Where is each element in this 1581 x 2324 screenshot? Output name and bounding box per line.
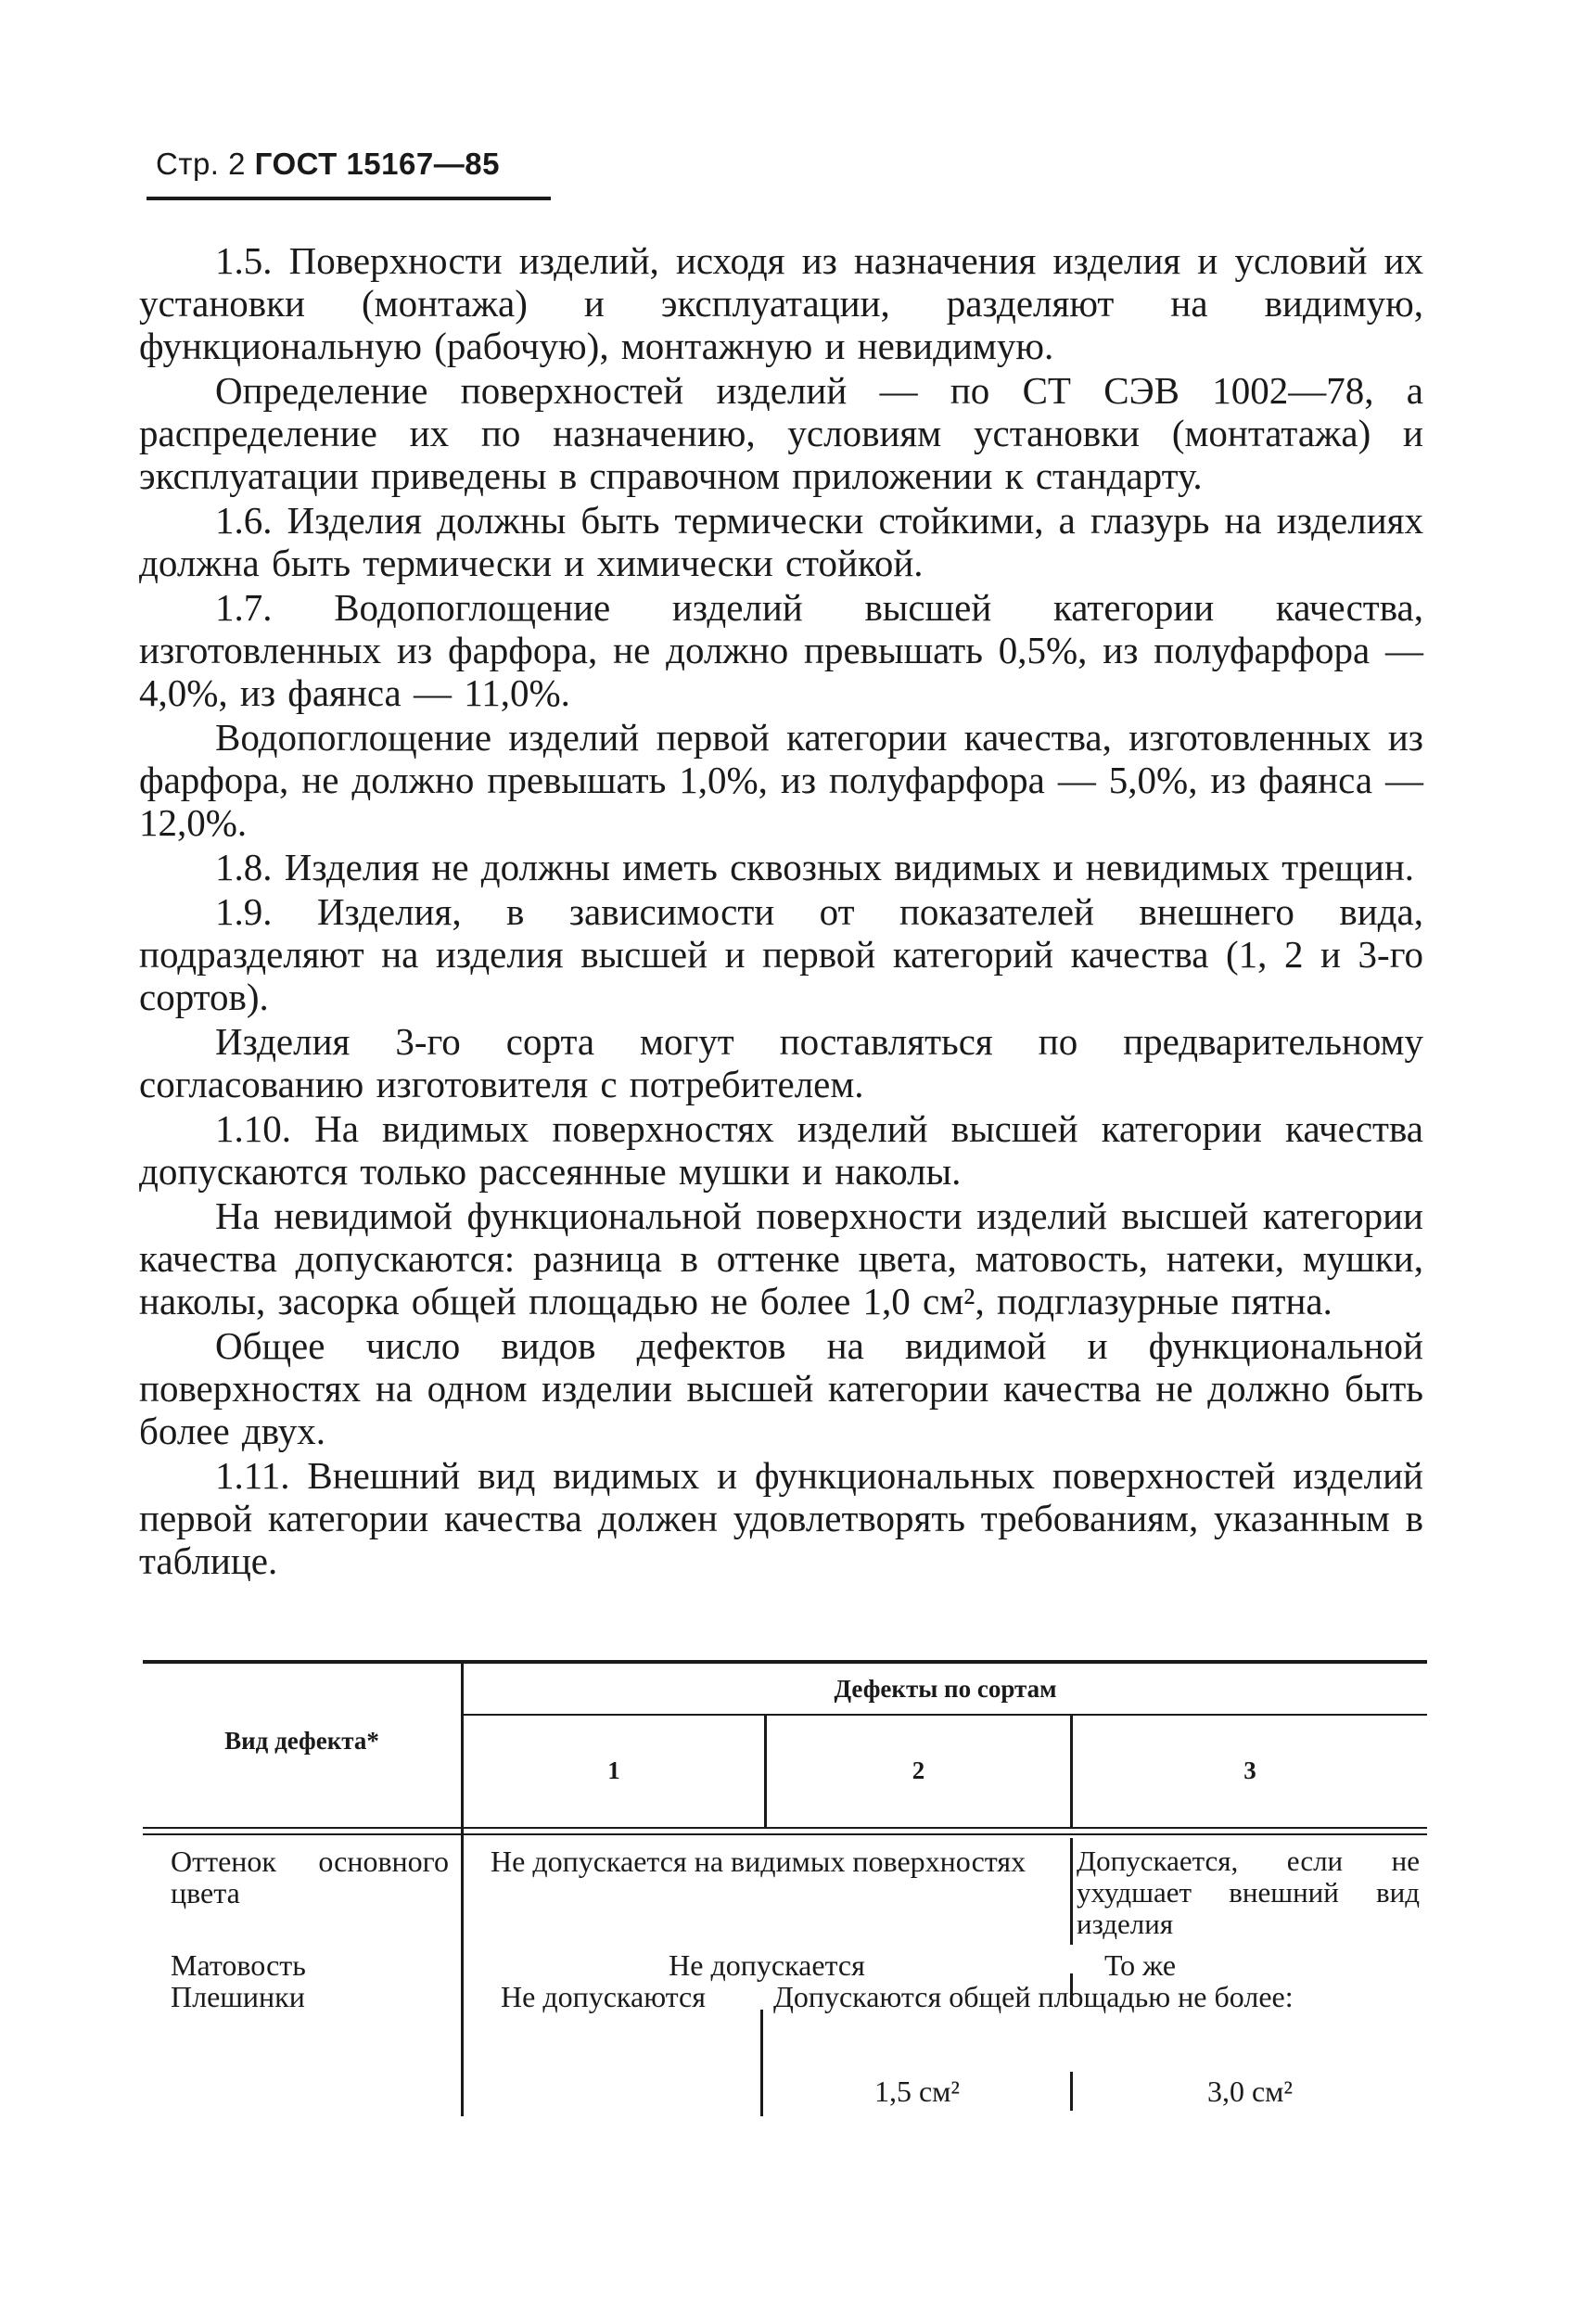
- sorts-group-header: Дефекты по сортам: [834, 1675, 1057, 1703]
- column-rule-defect: [461, 1664, 464, 2116]
- paragraph-defect-count: Общее число видов дефектов на видимой и функциональной поверхностях на одном изделии высшей категории качества не должно быть более двух.: [139, 1324, 1423, 1452]
- sort-3-header: 3: [1243, 1756, 1256, 1784]
- group-header-rule: [463, 1714, 1427, 1716]
- table-row-3-defect: Плешинки: [171, 1980, 305, 2013]
- paragraph-1-7: 1.7. Водопоглощение изделий высшей категории качества, изготовленных из фарфора, не должно превышать 0,5%, из полуфарфора — 4,0%, из фаянса — 11,0%.: [139, 586, 1423, 714]
- table-row-3-sort-3-value: 3,0 см²: [1206, 2075, 1294, 2108]
- table-row-3-sort-1: Не допускаются: [501, 1980, 706, 2013]
- header-bottom-rule-2: [143, 1833, 1427, 1835]
- column-rule-row3-1-2: [760, 2010, 763, 2116]
- table-row-1-sort-1-2: Не допускается на видимых поверхностях: [491, 1845, 1026, 1878]
- body-text: [139, 239, 1423, 1584]
- defect-column-header: Вид дефекта*: [224, 1727, 379, 1755]
- paragraph-1-5: 1.5. Поверхности изделий, исходя из назначения изделия и условий их установки (монтажа) и эксплуатации, разделяют на видимую, функциональную (рабочую), монтажную и невидимую.: [139, 239, 1423, 367]
- standard-code: ГОСТ 15167—85: [254, 147, 500, 181]
- sort-2-header: 2: [912, 1756, 925, 1784]
- table-row-3-sort-2-3: Допускаются общей площадью не более:: [773, 1980, 1294, 2013]
- page-header: [156, 147, 500, 182]
- table-row-2-sort-3: То же: [1104, 1948, 1177, 1982]
- table-row-1-sort-3: Допускается, если не ухудшает внешний вид изделия: [1077, 1845, 1420, 1940]
- paragraph-1-9: 1.9. Изделия, в зависимости от показателей внешнего вида, подразделяют на изделия высшей и первой категорий качества (1, 2 и 3-го сортов).: [139, 890, 1423, 1018]
- defects-table: [143, 1660, 1427, 2124]
- paragraph-1-8: 1.8. Изделия не должны иметь сквозных видимых и невидимых трещин.: [215, 846, 1415, 888]
- header-bottom-rule-1: [143, 1827, 1427, 1829]
- paragraph-surfaces-definition: Определение поверхностей изделий — по СТ СЭВ 1002—78, а распределение их по назначению, условиям установки (монтатажа) и эксплуатации приведены в справочном приложении к стандарту.: [139, 369, 1423, 497]
- table-row-2-defect: Матовость: [171, 1948, 306, 1982]
- table-row-3-sort-2-value: 1,5 см²: [873, 2075, 961, 2108]
- paragraph-1-10: 1.10. На видимых поверхностях изделий высшей категории качества допускаются только рассеянные мушки и наколы.: [139, 1107, 1423, 1193]
- paragraph-third-grade: Изделия 3-го сорта могут поставляться по предварительному согласованию изготовителя с потребителем.: [139, 1020, 1423, 1105]
- table-row-1-defect: Оттенок основного цвета: [171, 1845, 449, 1909]
- table-row-2-sort-1-2: Не допускается: [669, 1948, 865, 1982]
- sort-1-header: 1: [607, 1756, 620, 1784]
- paragraph-invisible-surface: На невидимой функциональной поверхности изделий высшей категории качества допускаются: разница в оттенке цвета, матовость, натеки, мушки, наколы, засорка общей площадью не более 1,0 см², подглазурные пятна.: [139, 1194, 1423, 1322]
- page-number: Стр. 2: [156, 147, 246, 181]
- paragraph-1-6: 1.6. Изделия должны быть термически стойкими, а глазурь на изделиях должна быть термически и химически стойкой.: [139, 499, 1423, 584]
- column-rule-row1: [1070, 1838, 1073, 1945]
- table-top-rule: [143, 1660, 1427, 1664]
- paragraph-1-11: 1.11. Внешний вид видимых и функциональных поверхностей изделий первой категории качества должен удовлетворять требованиям, указанным в таблице.: [139, 1454, 1423, 1582]
- header-rule: [147, 197, 551, 200]
- paragraph-water-absorption-first: Водопоглощение изделий первой категории качества, изготовленных из фарфора, не должно превышать 1,0%, из полуфарфора — 5,0%, из фаянса — 12,0%.: [139, 716, 1423, 844]
